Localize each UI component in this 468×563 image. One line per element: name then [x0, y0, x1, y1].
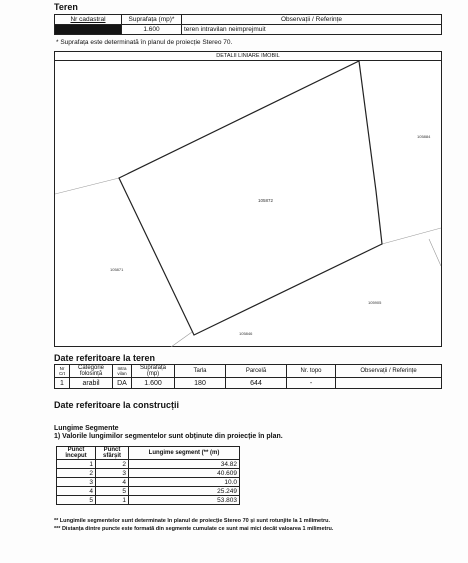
table-row — [57, 460, 240, 469]
cell-suprafata: 1.600 — [132, 378, 175, 389]
neighbor-label-bottom: 105846 — [239, 331, 253, 336]
cell-start: 2 — [57, 469, 96, 478]
segmente-subtitle: 1) Valorile lungimilor segmentelor sunt obținute din proiecție în plan. — [54, 433, 283, 440]
ref-teren-table — [54, 364, 442, 389]
table-row — [57, 487, 240, 496]
cell-observatii — [336, 378, 442, 389]
cell-start: 4 — [57, 487, 96, 496]
header-suprafata-teren: Suprafața (mp) — [132, 365, 175, 378]
cell-nr-topo: - — [287, 378, 336, 389]
plan-title: DETALII LINIARE IMOBIL — [55, 52, 441, 61]
ref-constructii-heading: Date referitoare la construcții — [54, 400, 180, 410]
table-row — [57, 469, 240, 478]
parcel-drawing — [55, 61, 441, 347]
neighbor-boundary-line — [171, 332, 192, 347]
teren-note: * Suprafața este determinată în planul de proiecție Stereo 70. — [56, 39, 233, 46]
plan-frame — [54, 51, 442, 347]
cell-end: 4 — [96, 478, 129, 487]
neighbor-boundary-line — [55, 178, 119, 194]
header-intravilan: Intra vilan — [113, 365, 132, 378]
parcel-boundary — [119, 61, 382, 335]
parcel-label: 105872 — [258, 198, 274, 203]
cell-length: 10.0 — [129, 478, 240, 487]
neighbor-label-bottom-right: 105905 — [368, 300, 382, 305]
cell-intravilan: DA — [113, 378, 132, 389]
cell-tarla: 180 — [175, 378, 226, 389]
cell-end: 2 — [96, 460, 129, 469]
cell-length: 25.249 — [129, 487, 240, 496]
cell-categorie: arabil — [70, 378, 113, 389]
cell-start: 5 — [57, 496, 96, 505]
segmente-note-2: *** Distanța dintre puncte este formată din segmente cumulate ce sunt mai mici decât valoarea 1 milimetru. — [54, 526, 334, 532]
neighbor-boundary-line — [429, 239, 441, 266]
header-observatii-teren: Observații / Referințe — [336, 365, 442, 378]
cell-start: 3 — [57, 478, 96, 487]
segmente-heading: Lungime Segmente — [54, 425, 119, 432]
table-row — [57, 496, 240, 505]
neighbor-label-right-top: 105884 — [417, 134, 431, 139]
teren-heading: Teren — [54, 2, 78, 12]
cell-end: 1 — [96, 496, 129, 505]
segmente-note-1: ** Lungimile segmentelor sunt determinate în planul de proiecție Stereo 70 și sunt rotunjite la 1 milimetru. — [54, 518, 330, 524]
cell-length: 34.82 — [129, 460, 240, 469]
table-row — [57, 478, 240, 487]
header-lungime: Lungime segment (** (m) — [129, 447, 240, 460]
cell-end: 5 — [96, 487, 129, 496]
header-parcela: Parcelă — [226, 365, 287, 378]
header-nr-cadastral: Nr cadastral — [55, 15, 122, 25]
ref-teren-heading: Date referitoare la teren — [54, 353, 156, 363]
segmente-table — [56, 446, 240, 505]
header-punct-inceput: Punct început — [57, 447, 96, 460]
header-suprafata: Suprafața (mp)* — [122, 15, 182, 25]
neighbor-boundary-line — [382, 228, 441, 244]
nr-cadastral-redacted — [55, 25, 122, 35]
header-categorie: Categorie folosință — [70, 365, 113, 378]
neighbor-label-left: 105871 — [110, 267, 124, 272]
cell-parcela: 644 — [226, 378, 287, 389]
cell-length: 40.609 — [129, 469, 240, 478]
cell-length: 53.803 — [129, 496, 240, 505]
header-observatii: Observații / Referințe — [182, 15, 442, 25]
cell-nr-crt: 1 — [55, 378, 70, 389]
header-nr-topo: Nr. topo — [287, 365, 336, 378]
observatii-value: teren intravilan neimprejmuit — [182, 25, 442, 35]
cell-end: 3 — [96, 469, 129, 478]
cell-start: 1 — [57, 460, 96, 469]
suprafata-value: 1.600 — [122, 25, 182, 35]
header-punct-sfarsit: Punct sfârșit — [96, 447, 129, 460]
header-tarla: Tarla — [175, 365, 226, 378]
teren-table — [54, 14, 442, 35]
header-nr-crt: Nr Crt — [55, 365, 70, 378]
